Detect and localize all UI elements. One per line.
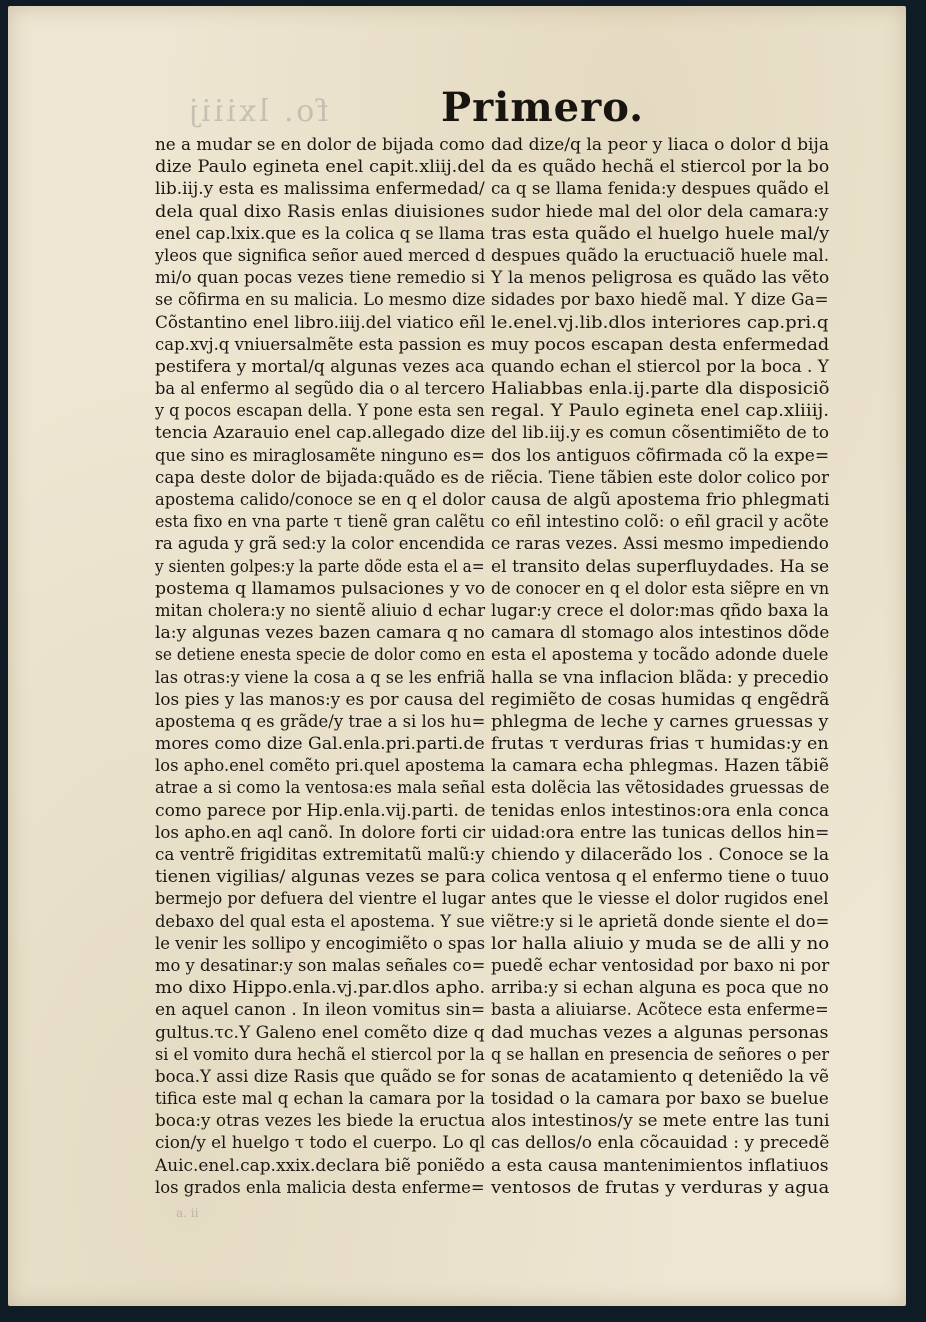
text-line: los apho.enel comẽto pri.quel apostema xyxy=(155,756,485,777)
left-text-column xyxy=(155,134,485,1199)
book-page xyxy=(8,6,906,1306)
text-line: las otras:y viene la cosa a q se les enfriã xyxy=(155,667,486,688)
text-line: y q pocos escapan della. Y pone esta sen xyxy=(155,401,485,422)
text-line: del lib.iij.y es comun cõsentimiẽto de to xyxy=(491,423,829,444)
text-line: alos intestinos/y se mete entre las tuni xyxy=(491,1111,830,1132)
text-line: ne a mudar se en dolor de bijada como xyxy=(155,135,485,155)
text-line: tras esta quãdo el huelgo huele mal/y xyxy=(491,223,830,244)
text-line: le.enel.vj.lib.dlos interiores cap.pri.q xyxy=(491,312,829,333)
text-line: uidad:ora entre las tunicas dellos hin= xyxy=(491,822,830,843)
text-line: quando echan el stiercol por la boca . Y xyxy=(491,356,829,377)
text-line: lugar:y crece el dolor:mas qñdo baxa la xyxy=(491,600,829,621)
text-line: se cõfirma en su malicia. Lo mesmo dize xyxy=(155,290,486,311)
text-line: yleos que significa señor aued merced d xyxy=(155,245,486,266)
text-line: cas dellos/o enla cõcauidad : y precedẽ xyxy=(491,1133,830,1154)
text-line: sudor hiede mal del olor dela camara:y xyxy=(491,201,829,222)
text-line: frutas τ verduras frias τ humidas:y en xyxy=(491,734,829,755)
text-line: debaxo del qual esta el apostema. Y sue xyxy=(155,911,485,932)
text-line: la camara echa phlegmas. Hazen tãbiẽ xyxy=(491,756,829,777)
text-line: tenidas enlos intestinos:ora enla conca xyxy=(491,800,830,821)
text-line: dos los antiguos cõfirmada cõ la expe= xyxy=(491,445,830,466)
text-line: sonas de acatamiento q deteniẽdo la vẽ xyxy=(491,1066,829,1087)
text-line: Y la menos peligrosa es quãdo las vẽto xyxy=(491,268,830,289)
text-line: boca.Y assi dize Rasis que quãdo se for xyxy=(155,1066,485,1087)
text-line: muy pocos escapan desta enfermedad xyxy=(491,334,830,355)
text-line: boca:y otras vezes les biede la eructua xyxy=(155,1111,486,1132)
text-line: tencia Azarauio enel cap.allegado dize xyxy=(155,423,486,444)
text-line: da es quãdo hechã el stiercol por la bo xyxy=(491,157,830,178)
running-head: Primero. xyxy=(441,84,645,131)
text-line: los apho.en aql canõ. In dolore forti cir xyxy=(155,822,486,843)
text-line: apostema q es grãde/y trae a si los hu= xyxy=(155,711,486,732)
text-line: ventosos de frutas y verduras y agua xyxy=(491,1177,830,1198)
text-line: riẽcia. Tiene tãbien este dolor colico por xyxy=(491,467,829,488)
text-line: esta fixo en vna parte τ tienẽ gran calẽtu xyxy=(155,512,485,533)
text-line: phlegma de leche y carnes gruessas y xyxy=(491,711,829,732)
text-line: basta a aliuiarse. Acõtece esta enferme= xyxy=(491,1000,829,1021)
text-line: que sino es miraglosamẽte ninguno es= xyxy=(155,445,485,466)
text-line: causa de algũ apostema frio phlegmati xyxy=(491,490,830,510)
text-line: co eñl intestino colõ: o eñl gracil y acõte xyxy=(491,512,829,533)
text-line: sidades por baxo hiedẽ mal. Y dize Ga= xyxy=(491,290,829,311)
right-text-column xyxy=(491,134,829,1199)
text-line: arriba:y si echan alguna es poca que no xyxy=(491,978,829,999)
text-line: bermejo por defuera del vientre el lugar xyxy=(155,889,486,910)
text-line: como parece por Hip.enla.vij.parti. de xyxy=(155,800,486,821)
text-line: colica ventosa q el enfermo tiene o tuuo xyxy=(491,867,830,888)
text-line: tifica este mal q echan la camara por la xyxy=(155,1089,485,1110)
text-line: ca ventrẽ frigiditas extremitatũ malũ:y xyxy=(155,845,485,865)
text-line: mo dixo Hippo.enla.vj.par.dlos apho. xyxy=(155,978,486,999)
text-line: ca q se llama fenida:y despues quãdo el xyxy=(491,179,830,200)
text-line: Cõstantino enel libro.iiij.del viatico eñl xyxy=(155,312,486,333)
text-line: cap.xvj.q vniuersalmẽte esta passion es xyxy=(155,334,486,355)
text-line: pestifera y mortal/q algunas vezes aca xyxy=(155,356,485,377)
text-line: los grados enla malicia desta enferme= xyxy=(155,1177,485,1198)
text-line: regal. Y Paulo egineta enel cap.xliiij. xyxy=(491,401,830,422)
text-line: regimiẽto de cosas humidas q engẽdrã xyxy=(491,689,830,710)
text-line: dad dize/q la peor y liaca o dolor d bija xyxy=(491,135,830,155)
text-line: en aquel canon . In ileon vomitus sin= xyxy=(155,1000,486,1021)
text-line: tosidad o la camara por baxo se buelue xyxy=(491,1089,829,1110)
text-line: Haliabbas enla.ij.parte dla disposiciõ xyxy=(491,379,830,400)
text-line: chiendo y dilacerãdo los . Conoce se la xyxy=(491,845,830,865)
text-line: a esta causa mantenimientos inflatiuos xyxy=(491,1155,829,1176)
text-line: ce raras vezes. Assi mesmo impediendo xyxy=(491,534,829,555)
text-line: le venir les sollipo y encogimiẽto o spas xyxy=(155,933,486,954)
text-line: esta el apostema y tocãdo adonde duele xyxy=(491,645,829,666)
text-line: los pies y las manos:y es por causa del xyxy=(155,689,485,710)
text-line: lor halla aliuio y muda se de alli y no xyxy=(491,933,830,954)
bleed-through-folio: fo. lxiiij xyxy=(186,94,329,129)
text-line: despues quãdo la eructuaciõ huele mal. xyxy=(491,245,830,266)
text-line: cion/y el huelgo τ todo el cuerpo. Lo ql xyxy=(155,1133,486,1154)
text-line: de conocer en q el dolor esta siẽpre en vn xyxy=(491,578,830,599)
text-line: postema q llamamos pulsaciones y vo xyxy=(155,578,486,599)
text-line: apostema calido/conoce se en q el dolor xyxy=(155,490,486,510)
text-line: se detiene enesta specie de dolor como en xyxy=(155,645,486,666)
text-line: gultus.τc.Y Galeno enel comẽto dize q xyxy=(155,1022,485,1043)
text-line: tienen vigilias/ algunas vezes se para xyxy=(155,867,486,888)
text-line: puedẽ echar ventosidad por baxo ni por xyxy=(491,955,830,976)
text-line: esta dolẽcia las vẽtosidades gruessas de xyxy=(491,778,830,799)
text-line: Auic.enel.cap.xxix.declara biẽ poniẽdo xyxy=(155,1155,485,1176)
text-line: el transito delas superfluydades. Ha se xyxy=(491,556,830,577)
text-line: mitan cholera:y no sientẽ aliuio d echar xyxy=(155,600,486,621)
text-line: atrae a si como la ventosa:es mala señal xyxy=(155,778,486,799)
text-line: si el vomito dura hechã el stiercol por la xyxy=(155,1044,485,1065)
text-line: dize Paulo egineta enel capit.xliij.del xyxy=(155,157,485,178)
text-line: enel cap.lxix.que es la colica q se llama xyxy=(155,223,485,244)
text-line: la:y algunas vezes bazen camara q no xyxy=(155,623,485,644)
text-line: ba al enfermo al segũdo dia o al tercero xyxy=(155,379,485,400)
page-smudge: a. ii xyxy=(176,1206,199,1220)
text-line: dad muchas vezes a algunas personas xyxy=(491,1022,829,1043)
text-line: mores como dize Gal.enla.pri.parti.de xyxy=(155,734,485,755)
text-line: capa deste dolor de bijada:quãdo es de xyxy=(155,467,485,488)
text-line: y sienten golpes:y la parte dõde esta el a= xyxy=(155,556,485,577)
text-line: dela qual dixo Rasis enlas diuisiones xyxy=(155,201,485,222)
text-line: ra aguda y grã sed:y la color encendida xyxy=(155,534,485,555)
text-line: halla se vna inflacion blãda: y precedio xyxy=(491,667,829,688)
text-line: antes que le viesse el dolor rugidos enel xyxy=(491,889,829,910)
text-line: camara dl stomago alos intestinos dõde xyxy=(491,623,830,644)
text-line: mo y desatinar:y son malas señales co= xyxy=(155,955,486,976)
text-line: viẽtre:y si le aprietã donde siente el do= xyxy=(491,911,830,932)
text-line: q se hallan en presencia de señores o per xyxy=(491,1044,830,1065)
text-line: mi/o quan pocas vezes tiene remedio si xyxy=(155,268,485,289)
text-line: lib.iij.y esta es malissima enfermedad/ xyxy=(155,179,485,200)
